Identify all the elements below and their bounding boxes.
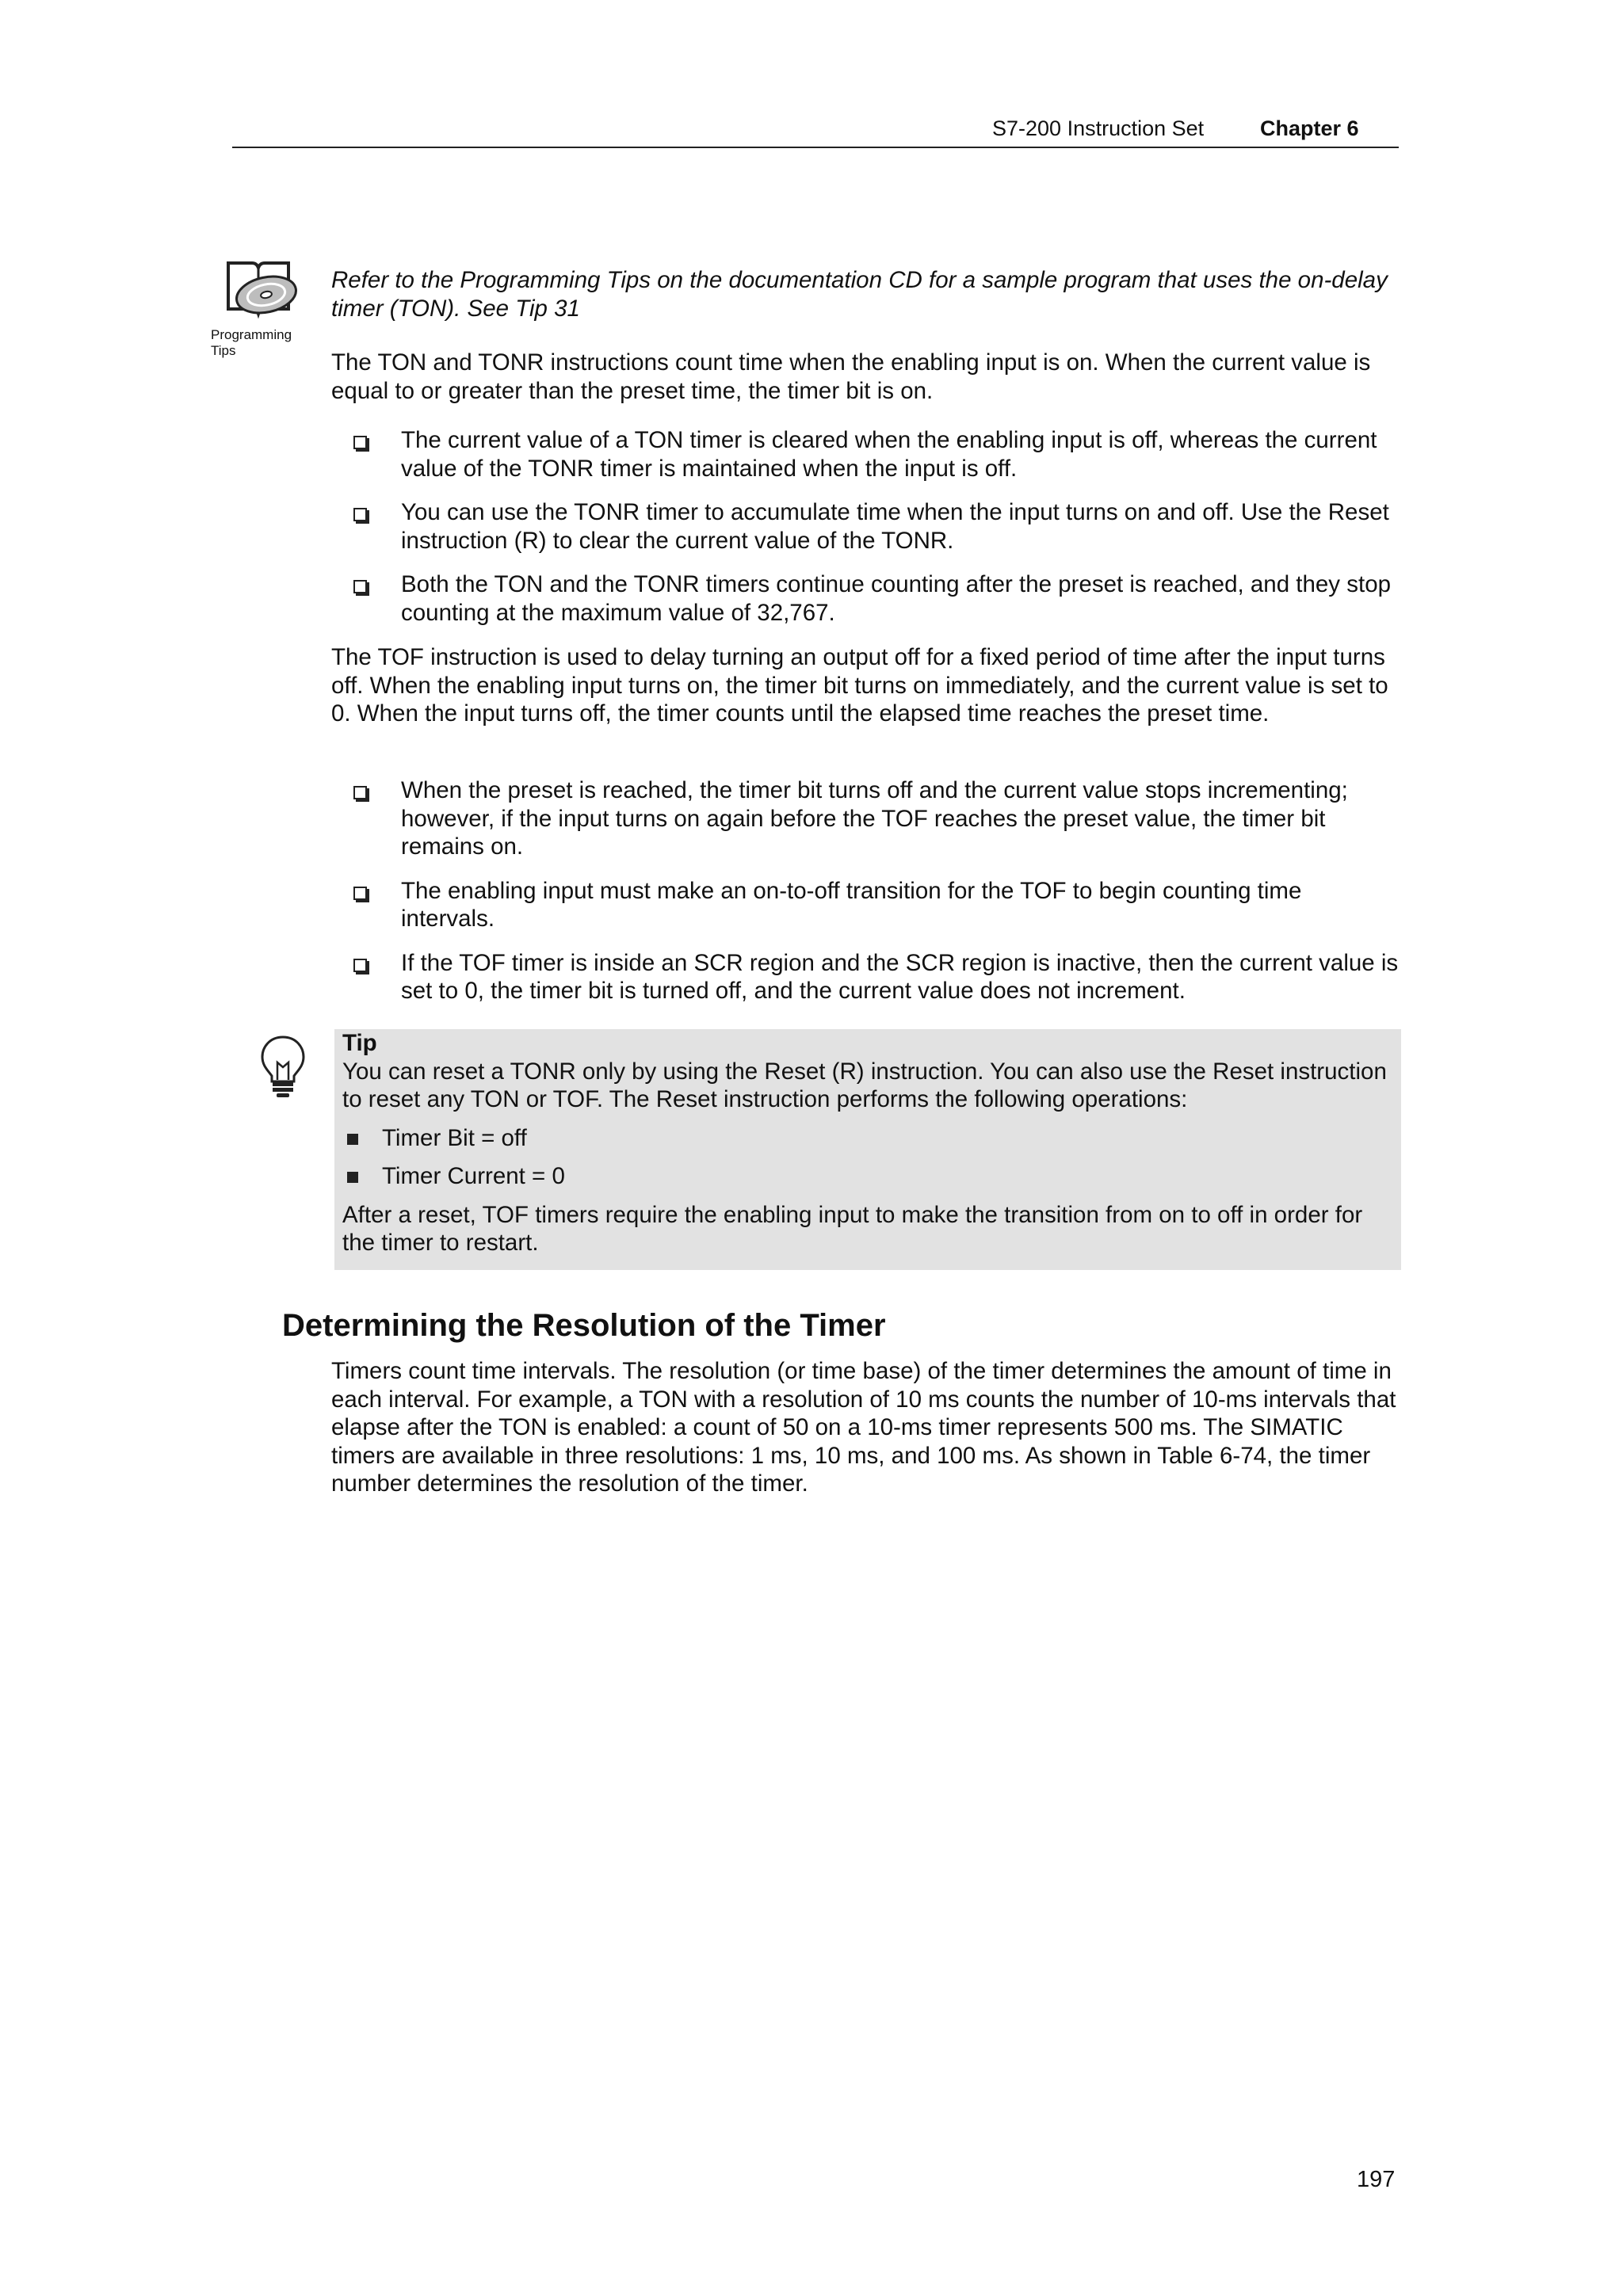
list-item: If the TOF timer is inside an SCR region and the SCR region is inactive, then the current value is set to 0, the timer bit is turned off, and the current value does not increment. — [331, 949, 1401, 1005]
square-bullet-icon — [347, 1172, 358, 1183]
checkbox-bullet-icon — [353, 508, 367, 521]
tof-paragraph: The TOF instruction is used to delay turning an output off for a fixed period of time after the input turns off. When the enabling input turns on, the timer bit turns on immediately, and the current value is set to 0. When the input turns off, the timer counts until the elapsed time reaches the preset time. — [331, 644, 1388, 727]
checkbox-bullet-icon — [353, 887, 367, 900]
page-number: 197 — [1357, 2167, 1396, 2192]
list-item: When the preset is reached, the timer bit turns off and the current value stops incrementing; however, if the input turns on again before the TOF reaches the preset value, the timer bit remains on. — [331, 776, 1401, 861]
checkbox-bullet-icon — [353, 959, 367, 972]
tip-list — [342, 1124, 1393, 1191]
tip-after-text: After a reset, TOF timers require the enabling input to make the transition from on to off in order for the timer to restart. — [342, 1201, 1363, 1256]
list-item: You can use the TONR timer to accumulate time when the input turns on and off. Use the Reset instruction (R) to clear the current value of the TONR. — [331, 498, 1401, 555]
checkbox-bullet-icon — [353, 436, 367, 449]
section-heading: Determining the Resolution of the Timer — [282, 1308, 886, 1343]
lightbulb-icon — [258, 1034, 307, 1099]
checkbox-bullet-icon — [353, 580, 367, 593]
list-item: Timer Current = 0 — [342, 1162, 1393, 1191]
ton-bullet-list — [331, 426, 1401, 643]
square-bullet-icon — [347, 1134, 358, 1145]
list-item: The current value of a TON timer is cleared when the enabling input is off, whereas the current value of the TONR timer is maintained when the input is off. — [331, 426, 1401, 482]
running-header-title: S7-200 Instruction Set — [992, 116, 1205, 140]
header-rule — [232, 147, 1399, 148]
ton-tonr-paragraph: The TON and TONR instructions count time when the enabling input is on. When the current value is equal to or greater than the preset time, the timer bit is on. — [331, 349, 1371, 404]
tip-title: Tip — [342, 1030, 377, 1056]
list-item: Both the TON and the TONR timers continue counting after the preset is reached, and they stop counting at the maximum value of 32,767. — [331, 570, 1401, 627]
list-item: The enabling input must make an on-to-off transition for the TOF to begin counting time intervals. — [331, 877, 1401, 933]
tip-box — [334, 1029, 1401, 1270]
tof-bullet-list — [331, 776, 1401, 1021]
programming-tips-reference: Refer to the Programming Tips on the documentation CD for a sample program that uses the on-delay timer (TON). See Tip 31 — [331, 267, 1388, 322]
list-item: Timer Bit = off — [342, 1124, 1393, 1153]
cd-book-icon — [209, 260, 304, 323]
resolution-paragraph: Timers count time intervals. The resolution (or time base) of the timer determines the amount of time in each interval. For example, a TON with a resolution of 10 ms counts the number of 10-ms intervals that elapse after the TON is enabled: a count of 50 on a 10-ms timer represents 500 ms. The SIMATIC timers are available in three resolutions: 1 ms, 10 ms, and 100 ms. As shown in Table 6-74, the timer number determines the resolution of the timer. — [331, 1358, 1396, 1497]
tip-text: You can reset a TONR only by using the Reset (R) instruction. You can also use the Reset instruction to reset any TON or TOF. The Reset instruction performs the following operations: — [342, 1058, 1387, 1112]
programming-tips-caption: Programming Tips — [211, 327, 292, 358]
running-header-chapter: Chapter 6 — [1260, 116, 1359, 140]
checkbox-bullet-icon — [353, 786, 367, 799]
